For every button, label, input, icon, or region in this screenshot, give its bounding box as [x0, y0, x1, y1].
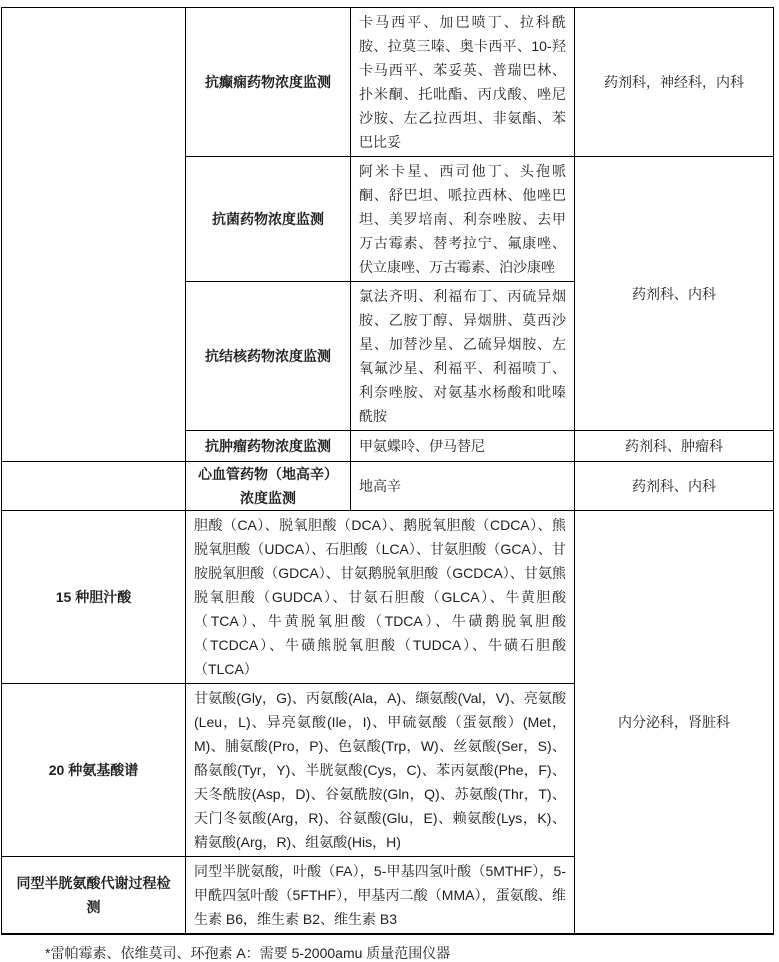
drug-list-cell-homocysteine: 同型半胱氨酸，叶酸（FA），5-甲基四氢叶酸（5MTHF），5-甲酰四氢叶酸（5FTHF），甲基丙二酸（MMA），蛋氨酸、维生素 B6，维生素 B2、维生素 B3	[186, 857, 575, 935]
table-row-antiepileptic	[2, 8, 774, 157]
category-cell-homocysteine: 同型半胱氨酸代谢过程检测	[2, 857, 186, 935]
drug-list-cell-antiepileptic: 卡马西平、加巴喷丁、拉科酰胺、拉莫三嗪、奥卡西平、10-羟卡马西平、苯妥英、普瑞巴林、扑米酮、托吡酯、丙戊酸、唑尼沙胺、左乙拉西坦、非氨酯、苯巴比妥	[351, 8, 575, 157]
test-name-cell-antituberculosis: 抗结核药物浓度监测	[186, 282, 351, 431]
test-name-cell-cardiovascular: 心血管药物（地高辛）浓度监测	[186, 462, 351, 511]
department-cell-antibacterial-antitb: 药剂科、内科	[575, 157, 774, 431]
footnote-text: *雷帕霉素、依维莫司、环孢素 A：需要 5-2000amu 质量范围仪器	[45, 945, 451, 961]
test-name-cell-antibacterial: 抗菌药物浓度监测	[186, 157, 351, 282]
drug-list-cell-antitumor: 甲氨蝶呤、伊马替尼	[351, 431, 575, 462]
category-cell-amino-acids: 20 种氨基酸谱	[2, 684, 186, 857]
category-cell-empty-cardiovascular	[2, 462, 186, 511]
drug-list-cell-amino-acids: 甘氨酸(Gly，G)、丙氨酸(Ala，A)、缬氨酸(Val，V)、亮氨酸(Leu，L)、异亮氨酸(Ile，I)、甲硫氨酸（蛋氨酸）(Met，M)、脯氨酸(Pro，P)、色氨酸(Trp，W)、丝氨酸(Ser，S)、酪氨酸(Tyr，Y)、半胱氨酸(Cys，C)、苯丙氨酸(Phe，F)、天冬酰胺(Asp，D)、谷氨酰胺(Gln，Q)、苏氨酸(Thr，T)、天门冬氨酸(Arg，R)、谷氨酸(Glu，E)、赖氨酸(Lys，K)、精氨酸(Arg，R)、组氨酸(His，H)	[186, 684, 575, 857]
test-catalog-table	[1, 7, 774, 935]
test-name-cell-antitumor: 抗肿瘤药物浓度监测	[186, 431, 351, 462]
table-row-bile-acids	[2, 511, 774, 684]
category-cell-bile-acids: 15 种胆汁酸	[2, 511, 186, 684]
drug-list-cell-antituberculosis: 氯法齐明、利福布丁、丙硫异烟胺、乙胺丁醇、异烟肼、莫西沙星、加替沙星、乙硫异烟胺、左氧氟沙星、利福平、利福喷丁、利奈唑胺、对氨基水杨酸和吡嗪酰胺	[351, 282, 575, 431]
drug-list-cell-bile-acids: 胆酸（CA）、脱氧胆酸（DCA）、鹅脱氧胆酸（CDCA）、熊脱氧胆酸（UDCA）、石胆酸（LCA）、甘氨胆酸（GCA）、甘胺脱氧胆酸（GDCA）、甘氨鹅脱氧胆酸（GCDCA）、甘氨熊脱氧胆酸（GUDCA）、甘氨石胆酸（GLCA）、牛黄胆酸（TCA）、牛黄脱氧胆酸（TDCA）、牛磺鹅脱氧胆酸（TCDCA）、牛磺熊脱氧胆酸（TUDCA）、牛磺石胆酸（TLCA）	[186, 511, 575, 684]
department-cell-antitumor: 药剂科、肿瘤科	[575, 431, 774, 462]
table-row-cardiovascular	[2, 462, 774, 511]
department-cell-antiepileptic: 药剂科，神经科，内科	[575, 8, 774, 157]
department-cell-panels: 内分泌科，肾脏科	[575, 511, 774, 935]
drug-list-cell-antibacterial: 阿米卡星、西司他丁、头孢哌酮、舒巴坦、哌拉西林、他唑巴坦、美罗培南、利奈唑胺、去甲万古霉素、替考拉宁、氟康唑、伏立康唑、万古霉素、泊沙康唑	[351, 157, 575, 282]
drug-list-cell-cardiovascular: 地高辛	[351, 462, 575, 511]
category-cell-empty-top	[2, 8, 186, 462]
test-name-cell-antiepileptic: 抗癫痫药物浓度监测	[186, 8, 351, 157]
department-cell-cardiovascular: 药剂科、内科	[575, 462, 774, 511]
